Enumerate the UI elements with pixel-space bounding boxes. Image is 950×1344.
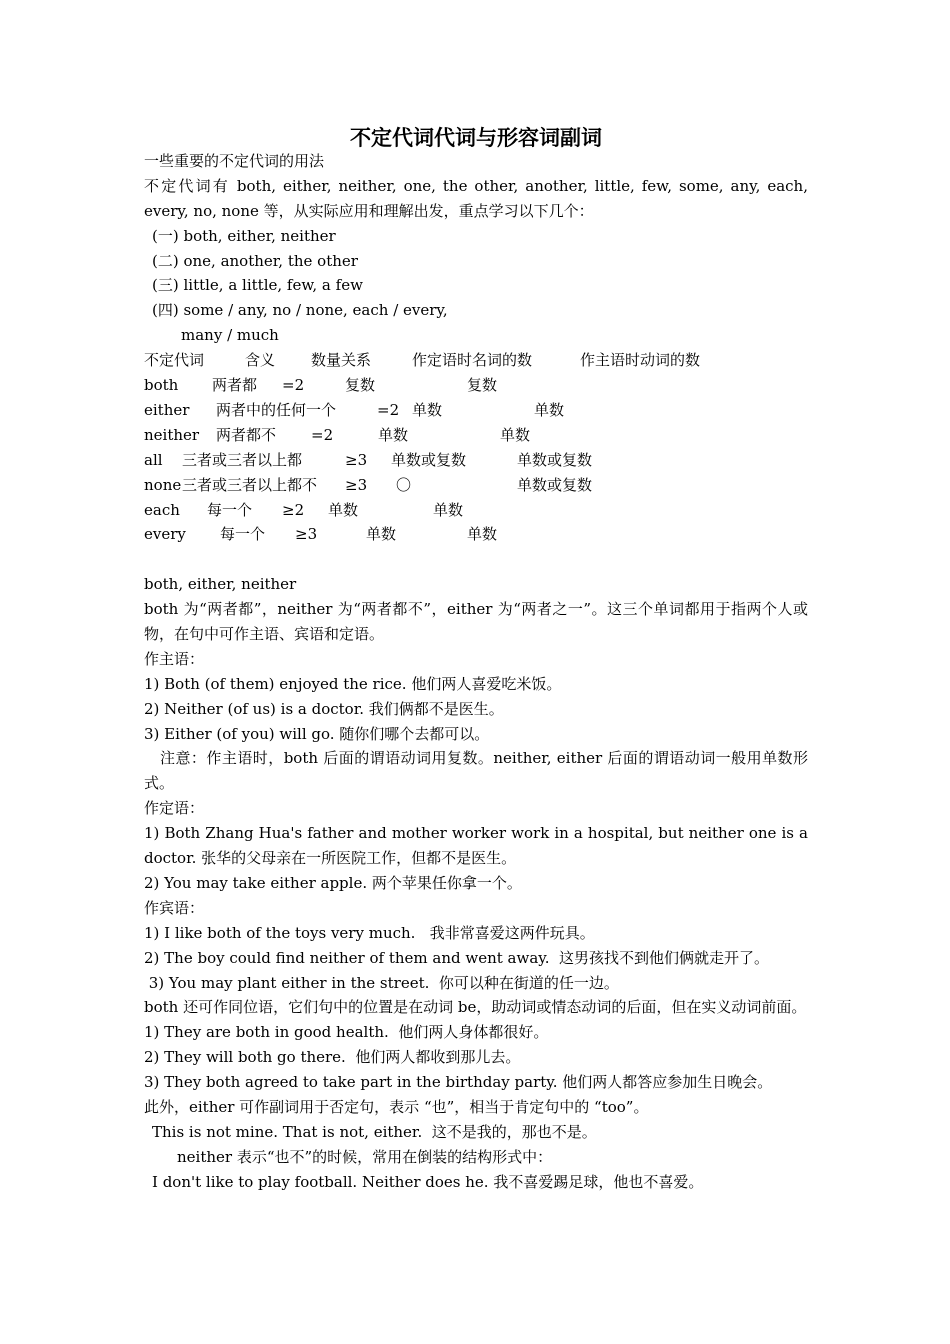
table-cell: neither xyxy=(144,425,200,444)
either-note: 此外，either 可作副词用于否定句，表示 “也”，相当于肯定句中的 “too”。 xyxy=(144,1097,649,1116)
table-row xyxy=(144,448,808,473)
table-header-row xyxy=(144,348,808,373)
table-cell: 复数 xyxy=(345,376,376,395)
table-cell: =2 xyxy=(282,376,305,395)
example-sentence: 3) Either (of you) will go. 随你们哪个去都可以。 xyxy=(144,724,490,743)
table-cell: 复数 xyxy=(467,376,498,395)
table-cell: 单数 xyxy=(412,400,443,419)
table-row xyxy=(144,398,808,423)
example-sentence: 2) You may take either apple. 两个苹果任你拿一个。 xyxy=(144,873,522,892)
appositive-paragraph: both 还可作同位语，它们句中的位置是在动词 be，助动词或情态动词的后面，但在实义动词前面。 xyxy=(144,998,807,1017)
subject-label: 作主语： xyxy=(144,649,205,668)
table-cell: 三者或三者以上都不 xyxy=(182,475,318,494)
table-header: 数量关系 xyxy=(311,351,372,370)
table-cell: 单数或复数 xyxy=(517,475,593,494)
example-sentence: 2) They will both go there. 他们两人都收到那儿去。 xyxy=(144,1048,521,1067)
table-header: 含义 xyxy=(245,351,276,370)
example-sentence: 1) Both (of them) enjoyed the rice. 他们两人喜爱吃米饭。 xyxy=(144,674,562,693)
table-cell: ≥3 xyxy=(295,525,318,544)
example-sentence: 3) They both agreed to take part in the birthday party. 他们两人都答应参加生日晚会。 xyxy=(144,1073,773,1092)
table-cell: 单数或复数 xyxy=(391,450,467,469)
table-cell: 单数 xyxy=(534,400,565,419)
definition-paragraph: both 为“两者都”，neither 为“两者都不”，either 为“两者之一”。这三个单词都用于指两个人或物，在句中可作主语、宾语和定语。 xyxy=(144,600,808,643)
example-sentence: 1) They are both in good health. 他们两人身体都很好。 xyxy=(144,1023,549,1042)
table-cell: all xyxy=(144,450,163,469)
table-cell: 单数 xyxy=(328,500,359,519)
example-sentence: I don't like to play football. Neither does he. 我不喜爱踢足球，他也不喜爱。 xyxy=(152,1172,704,1191)
table-cell: =2 xyxy=(311,425,334,444)
table-header: 不定代词 xyxy=(144,351,205,370)
document-body xyxy=(144,149,808,1195)
blank-line xyxy=(144,547,808,572)
example-sentence: 2) The boy could find neither of them and went away. 这男孩找不到他们俩就走开了。 xyxy=(144,948,770,967)
table-cell: 〇 xyxy=(396,475,412,494)
object-label: 作宾语： xyxy=(144,898,205,917)
table-header: 作主语时动词的数 xyxy=(580,351,701,370)
table-cell: 两者中的任何一个 xyxy=(216,400,337,419)
table-cell: =2 xyxy=(377,400,400,419)
table-cell: 单数 xyxy=(500,425,531,444)
group-item: many / much xyxy=(181,326,279,345)
table-cell: 每一个 xyxy=(220,525,266,544)
table-row xyxy=(144,522,808,547)
table-cell: 三者或三者以上都 xyxy=(182,450,303,469)
table-cell: 两者都不 xyxy=(216,425,277,444)
subject-note: 注意：作主语时，both 后面的谓语动词用复数。neither, either 后面的谓语动词一般用单数形式。 xyxy=(144,749,808,793)
table-cell: ≥2 xyxy=(282,500,305,519)
table-cell: 单数 xyxy=(378,425,409,444)
table-row xyxy=(144,373,808,398)
example-sentence: 3) You may plant either in the street. 你可以种在街道的任一边。 xyxy=(144,973,619,992)
table-cell: ≥3 xyxy=(345,475,368,494)
intro-heading: 一些重要的不定代词的用法 xyxy=(144,152,325,170)
table-cell: 每一个 xyxy=(207,500,253,519)
table-cell: ≥3 xyxy=(345,450,368,469)
group-item: (三) little, a little, few, a few xyxy=(152,276,363,295)
group-item: (四) some / any, no / none, each / every, xyxy=(152,301,448,320)
attribute-label: 作定语： xyxy=(144,799,205,818)
table-cell: either xyxy=(144,400,190,419)
table-cell: every xyxy=(144,525,186,544)
table-cell: 单数 xyxy=(467,525,498,544)
table-row xyxy=(144,473,808,498)
group-item: (一) both, either, neither xyxy=(152,226,336,245)
table-cell: each xyxy=(144,500,180,519)
pronoun-table xyxy=(144,348,808,547)
neither-note: neither 表示“也不”的时候，常用在倒装的结构形式中： xyxy=(177,1147,553,1166)
table-cell: 单数 xyxy=(433,500,464,519)
page-title: 不定代词代词与形容词副词 xyxy=(350,125,602,150)
table-row xyxy=(144,498,808,523)
table-cell: none xyxy=(144,475,182,494)
section-heading: both, either, neither xyxy=(144,575,297,594)
table-row xyxy=(144,423,808,448)
table-header: 作定语时名词的数 xyxy=(412,351,533,370)
example-sentence: 1) Both Zhang Hua's father and mother worker work in a hospital, but neither one is a doctor. 张华的父母亲在一所医院工作，但都不是医生。 xyxy=(144,824,808,868)
table-cell: 两者都 xyxy=(212,376,258,395)
table-cell: both xyxy=(144,376,179,395)
intro-paragraph: 不定代词有 both, either, neither, one, the other, another, little, few, some, any, each, every, no, none 等，从实际应用和理解出发，重点学习以下几个： xyxy=(144,176,808,220)
group-item: (二) one, another, the other xyxy=(152,251,358,270)
table-cell: 单数 xyxy=(366,525,397,544)
example-sentence: This is not mine. That is not, either. 这不是我的，那也不是。 xyxy=(152,1122,597,1141)
example-sentence: 2) Neither (of us) is a doctor. 我们俩都不是医生。 xyxy=(144,699,504,718)
example-sentence: 1) I like both of the toys very much. 我非常喜爱这两件玩具。 xyxy=(144,923,595,942)
table-cell: 单数或复数 xyxy=(517,450,593,469)
